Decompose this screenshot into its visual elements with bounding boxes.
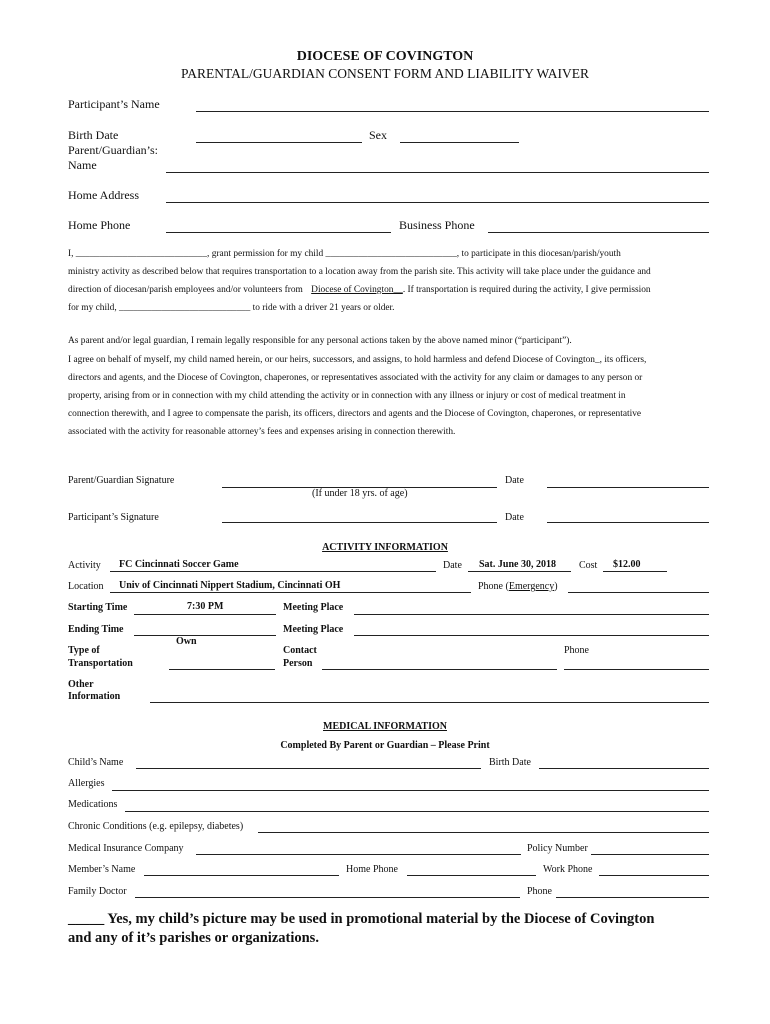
business-phone-label: Business Phone <box>399 218 475 232</box>
guardian-name-field[interactable] <box>166 172 709 173</box>
meeting-place-field-2[interactable] <box>354 635 709 636</box>
under-18-note: (If under 18 yrs. of age) <box>312 488 408 499</box>
location-label: Location <box>68 581 104 592</box>
child-name-field[interactable] <box>136 768 481 769</box>
activity-date-field[interactable] <box>468 571 571 572</box>
home-phone-label: Home Phone <box>68 218 131 232</box>
transportation-value: Own <box>176 636 197 647</box>
liability-line-1: As parent and/or legal guardian, I remain legally responsible for any personal actions taken by the above named minor (“participant”). <box>68 336 572 346</box>
other-info-label-2: Information <box>68 691 121 702</box>
liability-line-5: connection therewith, and I agree to compensate the parish, its officers, directors and agents and the Diocese of Covington, chaperones, or representative <box>68 409 642 419</box>
home-phone-field[interactable] <box>166 232 391 233</box>
member-name-field[interactable] <box>144 875 339 876</box>
birth-date-label: Birth Date <box>68 128 119 142</box>
activity-date-label: Date <box>443 560 462 571</box>
phone-label-close: ) <box>554 581 558 592</box>
photo-consent-line-2: and any of it’s parishes or organizations. <box>68 930 319 946</box>
medical-heading: MEDICAL INFORMATION <box>323 721 447 732</box>
transportation-field[interactable] <box>169 669 275 670</box>
ending-time-label: Ending Time <box>68 624 124 635</box>
allergies-field[interactable] <box>112 790 709 791</box>
participant-date-field[interactable] <box>547 522 709 523</box>
starting-time-field[interactable] <box>134 614 276 615</box>
starting-time-label: Starting Time <box>68 602 128 613</box>
liability-line-3: directors and agents, and the Diocese of Covington, chaperones, or representatives associated with the activity for any claim or damages to any person or <box>68 373 643 383</box>
emergency-phone-label <box>478 581 558 592</box>
consent-line-4: for my child, ____________________________ to ride with a driver 21 years or older. <box>68 303 395 313</box>
liability-line-6: associated with the activity for reasonable attorney’s fees and expenses arising in connection therewith. <box>68 427 456 437</box>
contact-person-label-2: Person <box>283 658 313 669</box>
family-doctor-field[interactable] <box>135 897 520 898</box>
organization-value[interactable]: Diocese of Covington__ <box>311 285 403 295</box>
participant-name-field[interactable] <box>196 111 709 112</box>
consent-line-1: I, ____________________________, grant permission for my child ____________________________, to participate in this diocesan/parish/youth <box>68 249 621 259</box>
guardian-name-label-1: Parent/Guardian’s: <box>68 143 158 157</box>
consent-line-3 <box>68 285 651 295</box>
activity-value: FC Cincinnati Soccer Game <box>119 559 239 570</box>
member-home-phone-label: Home Phone <box>346 864 398 875</box>
emergency-label: Emergency <box>508 581 555 592</box>
consent-line-3-b: . If transportation is required during the activity, I give permission <box>402 285 651 295</box>
guardian-name-label-2: Name <box>68 158 97 172</box>
transportation-label-1: Type of <box>68 645 100 656</box>
member-name-label: Member’s Name <box>68 864 136 875</box>
meeting-place-label: Meeting Place <box>283 602 344 613</box>
consent-line-3-a: direction of diocesan/parish employees and/or volunteers from <box>68 285 303 295</box>
policy-number-field[interactable] <box>591 854 709 855</box>
ending-time-field[interactable] <box>134 635 276 636</box>
activity-field[interactable] <box>110 571 436 572</box>
child-birth-date-label: Birth Date <box>489 757 531 768</box>
participant-name-label: Participant’s Name <box>68 97 160 111</box>
participant-date-label: Date <box>505 512 524 523</box>
child-birth-date-field[interactable] <box>539 768 709 769</box>
insurance-company-label: Medical Insurance Company <box>68 843 184 854</box>
form-subtitle: PARENTAL/GUARDIAN CONSENT FORM AND LIABILITY WAIVER <box>180 66 590 81</box>
liability-line-2: I agree on behalf of myself, my child named herein, or our heirs, successors, and assigns, to hold harmless and defend Diocese of Covington_, its officers, <box>68 355 647 365</box>
activity-label: Activity <box>68 560 101 571</box>
chronic-conditions-label: Chronic Conditions (e.g. epilepsy, diabetes) <box>68 821 244 832</box>
business-phone-field[interactable] <box>488 232 709 233</box>
location-value: Univ of Cincinnati Nippert Stadium, Cincinnati OH <box>119 580 341 591</box>
transportation-label-2: Transportation <box>68 658 133 669</box>
doctor-phone-field[interactable] <box>556 897 709 898</box>
medications-label: Medications <box>68 799 118 810</box>
medications-field[interactable] <box>125 811 709 812</box>
member-home-phone-field[interactable] <box>407 875 536 876</box>
form-title: DIOCESE OF COVINGTON <box>296 49 474 64</box>
participant-signature-label: Participant’s Signature <box>68 512 159 523</box>
emergency-phone-field[interactable] <box>568 592 709 593</box>
home-address-field[interactable] <box>166 202 709 203</box>
other-info-field[interactable] <box>150 702 709 703</box>
insurance-company-field[interactable] <box>196 854 521 855</box>
phone-label-open: Phone ( <box>478 581 509 592</box>
contact-phone-label: Phone <box>564 645 589 656</box>
birth-date-field[interactable] <box>196 142 362 143</box>
contact-person-label-1: Contact <box>283 645 317 656</box>
policy-number-label: Policy Number <box>527 843 588 854</box>
guardian-signature-label: Parent/Guardian Signature <box>68 475 175 486</box>
medical-subheading: Completed By Parent or Guardian – Please Print <box>280 740 490 751</box>
work-phone-field[interactable] <box>599 875 709 876</box>
sex-label: Sex <box>369 128 387 142</box>
sex-field[interactable] <box>400 142 519 143</box>
liability-line-4: property, arising from or in connection with my child attending the activity or in connection with any illness or injury or cost of medical treatment in <box>68 391 626 401</box>
consent-line-2: ministry activity as described below that requires transportation to a location away from the parish site. This activity will take place under the guidance and <box>68 267 651 277</box>
cost-value: $12.00 <box>613 559 641 570</box>
location-field[interactable] <box>110 592 471 593</box>
contact-phone-field[interactable] <box>564 669 709 670</box>
activity-heading: ACTIVITY INFORMATION <box>322 542 448 553</box>
other-info-label-1: Other <box>68 679 94 690</box>
participant-signature-field[interactable] <box>222 522 497 523</box>
doctor-phone-label: Phone <box>527 886 552 897</box>
starting-time-value: 7:30 PM <box>187 601 224 612</box>
activity-date-value: Sat. June 30, 2018 <box>479 559 556 570</box>
home-address-label: Home Address <box>68 188 139 202</box>
allergies-label: Allergies <box>68 778 105 789</box>
contact-person-field[interactable] <box>322 669 557 670</box>
cost-label: Cost <box>579 560 598 571</box>
child-name-label: Child’s Name <box>68 757 124 768</box>
cost-field[interactable] <box>603 571 667 572</box>
family-doctor-label: Family Doctor <box>68 886 127 897</box>
guardian-date-label: Date <box>505 475 524 486</box>
meeting-place-field[interactable] <box>354 614 709 615</box>
guardian-date-field[interactable] <box>547 487 709 488</box>
work-phone-label: Work Phone <box>543 864 593 875</box>
chronic-conditions-field[interactable] <box>258 832 709 833</box>
photo-consent-line-1[interactable]: _____ Yes, my child’s picture may be used in promotional material by the Diocese of Covington <box>68 911 655 927</box>
meeting-place-label-2: Meeting Place <box>283 624 344 635</box>
